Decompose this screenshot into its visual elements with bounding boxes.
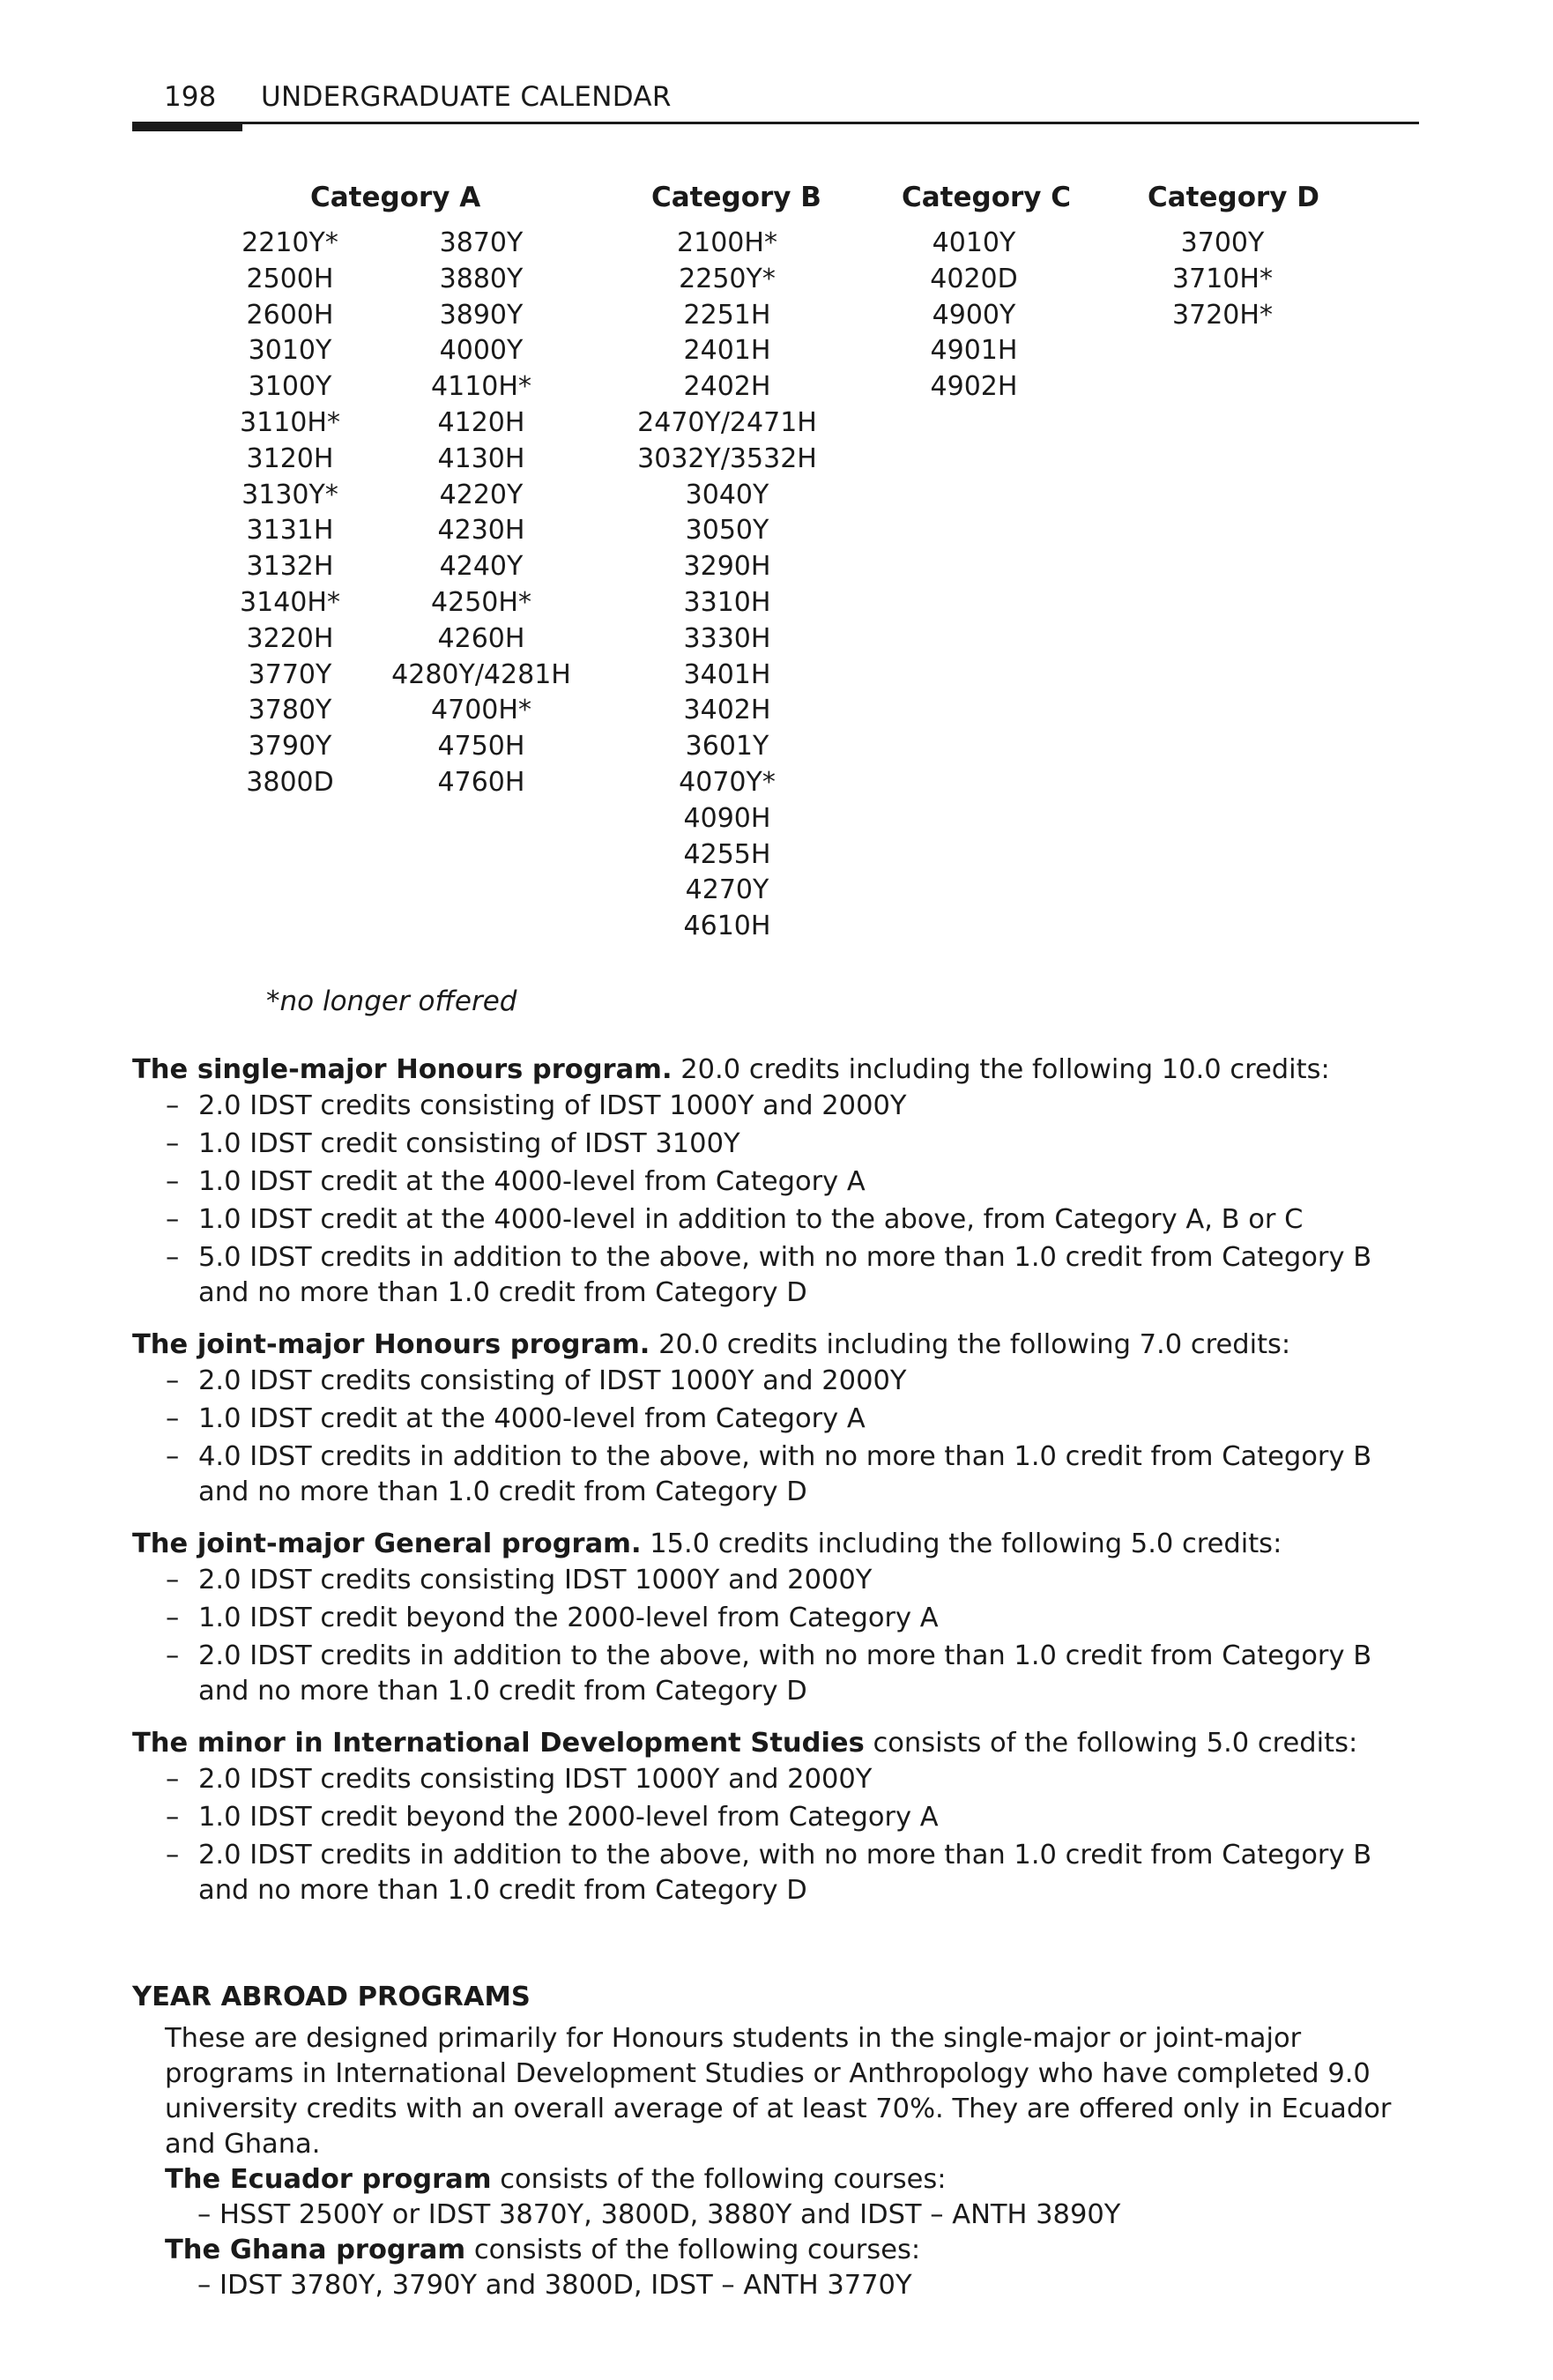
year-abroad-section [132, 1979, 1419, 2303]
program-credits: 20.0 credits including the following 10.0 credits: [672, 1054, 1330, 1085]
program-section [132, 1725, 1419, 1908]
program-title: The minor in International Development Studies [132, 1728, 865, 1759]
program-heading [132, 1052, 1419, 1089]
course-code: 3220H [246, 622, 334, 654]
course-code: 3032Y/3532H [637, 443, 817, 474]
course-code: 3700Y [1180, 227, 1265, 258]
course-code: 4255H [683, 838, 771, 870]
dash-bullet-icon: – [166, 1166, 180, 1197]
requirement-item [132, 1402, 1419, 1437]
course-code: 3710H* [1172, 263, 1273, 294]
requirement-text: 1.0 IDST credit at the 4000-level from Category A [198, 1403, 866, 1434]
course-code: 4610H [683, 911, 771, 942]
requirement-text: 2.0 IDST credits consisting IDST 1000Y and 2000Y [198, 1764, 873, 1795]
course-code: 3720H* [1172, 299, 1273, 331]
course-code: 2600H [246, 299, 334, 331]
header-rule [132, 122, 1419, 124]
requirement-item [132, 1202, 1419, 1238]
requirement-item [132, 1601, 1419, 1636]
course-code: 4090H [683, 802, 771, 834]
dash-bullet-icon: – [166, 1802, 180, 1833]
course-code: 2401H [683, 335, 771, 367]
course-code: 2251H [683, 299, 771, 331]
course-code: 2250Y* [679, 263, 776, 294]
course-code: 3050Y [685, 515, 769, 547]
header-rule-accent [132, 122, 242, 131]
course-code: 4230H [437, 515, 525, 547]
category-d-heading: Category D [1148, 182, 1320, 213]
requirement-text: 2.0 IDST credits consisting of IDST 1000Y and 2000Y [198, 1090, 907, 1121]
ecuador-course-list: – HSST 2500Y or IDST 3870Y, 3800D, 3880Y and IDST – ANTH 3890Y [197, 2199, 1121, 2230]
course-code: 4120H [437, 406, 525, 438]
program-section [132, 1327, 1419, 1510]
requirement-item [132, 1762, 1419, 1797]
course-code: 2470Y/2471H [637, 406, 817, 438]
ghana-program-desc: consists of the following courses: [465, 2235, 921, 2265]
course-code: 4220Y [439, 479, 524, 510]
requirement-text: 4.0 IDST credits in addition to the above, with no more than 1.0 credit from Category B and no more than 1.0 credit from Category D [198, 1441, 1372, 1507]
course-code: 4130H [437, 443, 525, 474]
requirement-item [132, 1364, 1419, 1399]
requirement-item [132, 1240, 1419, 1311]
ghana-course-list: – IDST 3780Y, 3790Y and 3800D, IDST – ANTH 3770Y [197, 2270, 912, 2301]
program-heading [132, 1327, 1419, 1364]
course-code: 3120H [246, 443, 334, 474]
category-c-heading: Category C [902, 182, 1072, 213]
course-code: 3310H [683, 586, 771, 618]
course-code: 4900Y [932, 299, 1016, 331]
category-a-list-2 [384, 226, 578, 801]
course-code: 4902H [930, 371, 1018, 403]
course-code: 3010Y [248, 335, 332, 367]
category-b-heading: Category B [651, 182, 821, 213]
course-code: 3601Y [685, 731, 769, 762]
program-requirements [132, 1052, 1419, 1924]
requirement-text: 2.0 IDST credits in addition to the above, with no more than 1.0 credit from Category B and no more than 1.0 credit from Category D [198, 1640, 1372, 1707]
requirement-text: 2.0 IDST credits consisting of IDST 1000Y and 2000Y [198, 1365, 907, 1396]
dash-bullet-icon: – [166, 1403, 180, 1434]
intro-paragraph: These are designed primarily for Honours students in the single-major or joint-major programs in International Development Studies or Anthropology who have completed 9.0 university credits with an overall average of at least 70%. They are offered only in Ecuador and Ghana. [165, 2023, 1392, 2160]
course-code: 3870Y [439, 227, 524, 258]
program-credits: consists of the following 5.0 credits: [864, 1728, 1358, 1759]
page-number: 198 [164, 81, 217, 113]
course-code: 4760H [437, 766, 525, 798]
course-code: 3401H [683, 658, 771, 690]
course-code: 3140H* [240, 586, 340, 618]
dash-bullet-icon: – [166, 1204, 180, 1235]
course-code: 4901H [930, 335, 1018, 367]
course-code: 3790Y [248, 731, 332, 762]
program-title: The joint-major Honours program. [132, 1329, 650, 1360]
course-code: 4700H* [431, 695, 531, 726]
program-section [132, 1526, 1419, 1709]
program-heading [132, 1725, 1419, 1762]
ghana-program [165, 2233, 1419, 2268]
course-code: 2100H* [677, 227, 777, 258]
category-d-list [1156, 226, 1289, 333]
course-code: 4250H* [431, 586, 531, 618]
course-code: 3130Y* [241, 479, 338, 510]
category-c-list [908, 226, 1040, 405]
page-header [132, 81, 1419, 136]
course-code: 3131H [246, 515, 334, 547]
course-code: 3290H [683, 551, 771, 583]
course-code: 4020D [930, 263, 1018, 294]
course-code: 4000Y [439, 335, 524, 367]
course-code: 4260H [437, 622, 525, 654]
ecuador-program-title: The Ecuador program [165, 2164, 492, 2195]
course-code: 3330H [683, 622, 771, 654]
requirement-text: 1.0 IDST credit at the 4000-level from Category A [198, 1166, 866, 1197]
course-code: 3100Y [248, 371, 332, 403]
course-code: 2500H [246, 263, 334, 294]
requirement-text: 2.0 IDST credits consisting IDST 1000Y and 2000Y [198, 1565, 873, 1595]
requirement-text: 5.0 IDST credits in addition to the above, with no more than 1.0 credit from Category B and no more than 1.0 credit from Category D [198, 1242, 1372, 1308]
category-a-heading: Category A [310, 182, 481, 213]
course-code: 3800D [246, 766, 334, 798]
requirement-item [132, 1800, 1419, 1835]
category-a-list-1 [224, 226, 356, 801]
running-title: UNDERGRADUATE CALENDAR [261, 81, 672, 113]
program-title: The joint-major General program. [132, 1528, 642, 1559]
course-code: 4270Y [685, 874, 769, 906]
requirement-text: 1.0 IDST credit beyond the 2000-level from Category A [198, 1802, 939, 1833]
course-code: 2210Y* [241, 227, 338, 258]
requirement-item [132, 1439, 1419, 1510]
course-code: 4240Y [439, 551, 524, 583]
course-code: 3110H* [240, 406, 340, 438]
requirement-text: 1.0 IDST credit consisting of IDST 3100Y [198, 1128, 740, 1159]
dash-bullet-icon: – [166, 1242, 180, 1273]
course-code: 4280Y/4281H [391, 658, 571, 690]
course-code: 4070Y* [679, 766, 776, 798]
course-code: 3880Y [439, 263, 524, 294]
category-b-list [628, 226, 827, 945]
program-heading [132, 1526, 1419, 1563]
course-code: 3040Y [685, 479, 769, 510]
dash-bullet-icon: – [166, 1565, 180, 1595]
ecuador-program [165, 2162, 1419, 2198]
course-code: 2402H [683, 371, 771, 403]
dash-bullet-icon: – [166, 1764, 180, 1795]
program-credits: 20.0 credits including the following 7.0 credits: [650, 1329, 1291, 1360]
ghana-program-title: The Ghana program [165, 2235, 466, 2265]
requirement-text: 1.0 IDST credit beyond the 2000-level from Category A [198, 1603, 939, 1633]
dash-bullet-icon: – [166, 1441, 180, 1472]
program-credits: 15.0 credits including the following 5.0 credits: [641, 1528, 1282, 1559]
dash-bullet-icon: – [166, 1840, 180, 1871]
requirement-text: 2.0 IDST credits in addition to the above, with no more than 1.0 credit from Category B and no more than 1.0 credit from Category D [198, 1840, 1372, 1906]
requirement-item [132, 1639, 1419, 1709]
course-code: 4750H [437, 731, 525, 762]
program-title: The single-major Honours program. [132, 1054, 672, 1085]
dash-bullet-icon: – [166, 1090, 180, 1121]
dash-bullet-icon: – [166, 1603, 180, 1633]
requirement-item [132, 1127, 1419, 1162]
section-heading: YEAR ABROAD PROGRAMS [132, 1982, 531, 2012]
course-code: 3132H [246, 551, 334, 583]
ecuador-program-desc: consists of the following courses: [491, 2164, 947, 2195]
course-code: 4010Y [932, 227, 1016, 258]
course-code: 3402H [683, 695, 771, 726]
course-code: 3890Y [439, 299, 524, 331]
course-code: 4110H* [431, 371, 531, 403]
dash-bullet-icon: – [166, 1640, 180, 1671]
program-section [132, 1052, 1419, 1311]
requirement-item [132, 1089, 1419, 1124]
footnote: *no longer offered [266, 985, 517, 1017]
dash-bullet-icon: – [166, 1365, 180, 1396]
requirement-item [132, 1838, 1419, 1908]
requirement-text: 1.0 IDST credit at the 4000-level in addition to the above, from Category A, B or C [198, 1204, 1304, 1235]
requirement-item [132, 1563, 1419, 1598]
course-code: 3780Y [248, 695, 332, 726]
dash-bullet-icon: – [166, 1128, 180, 1159]
requirement-item [132, 1164, 1419, 1200]
course-code: 3770Y [248, 658, 332, 690]
